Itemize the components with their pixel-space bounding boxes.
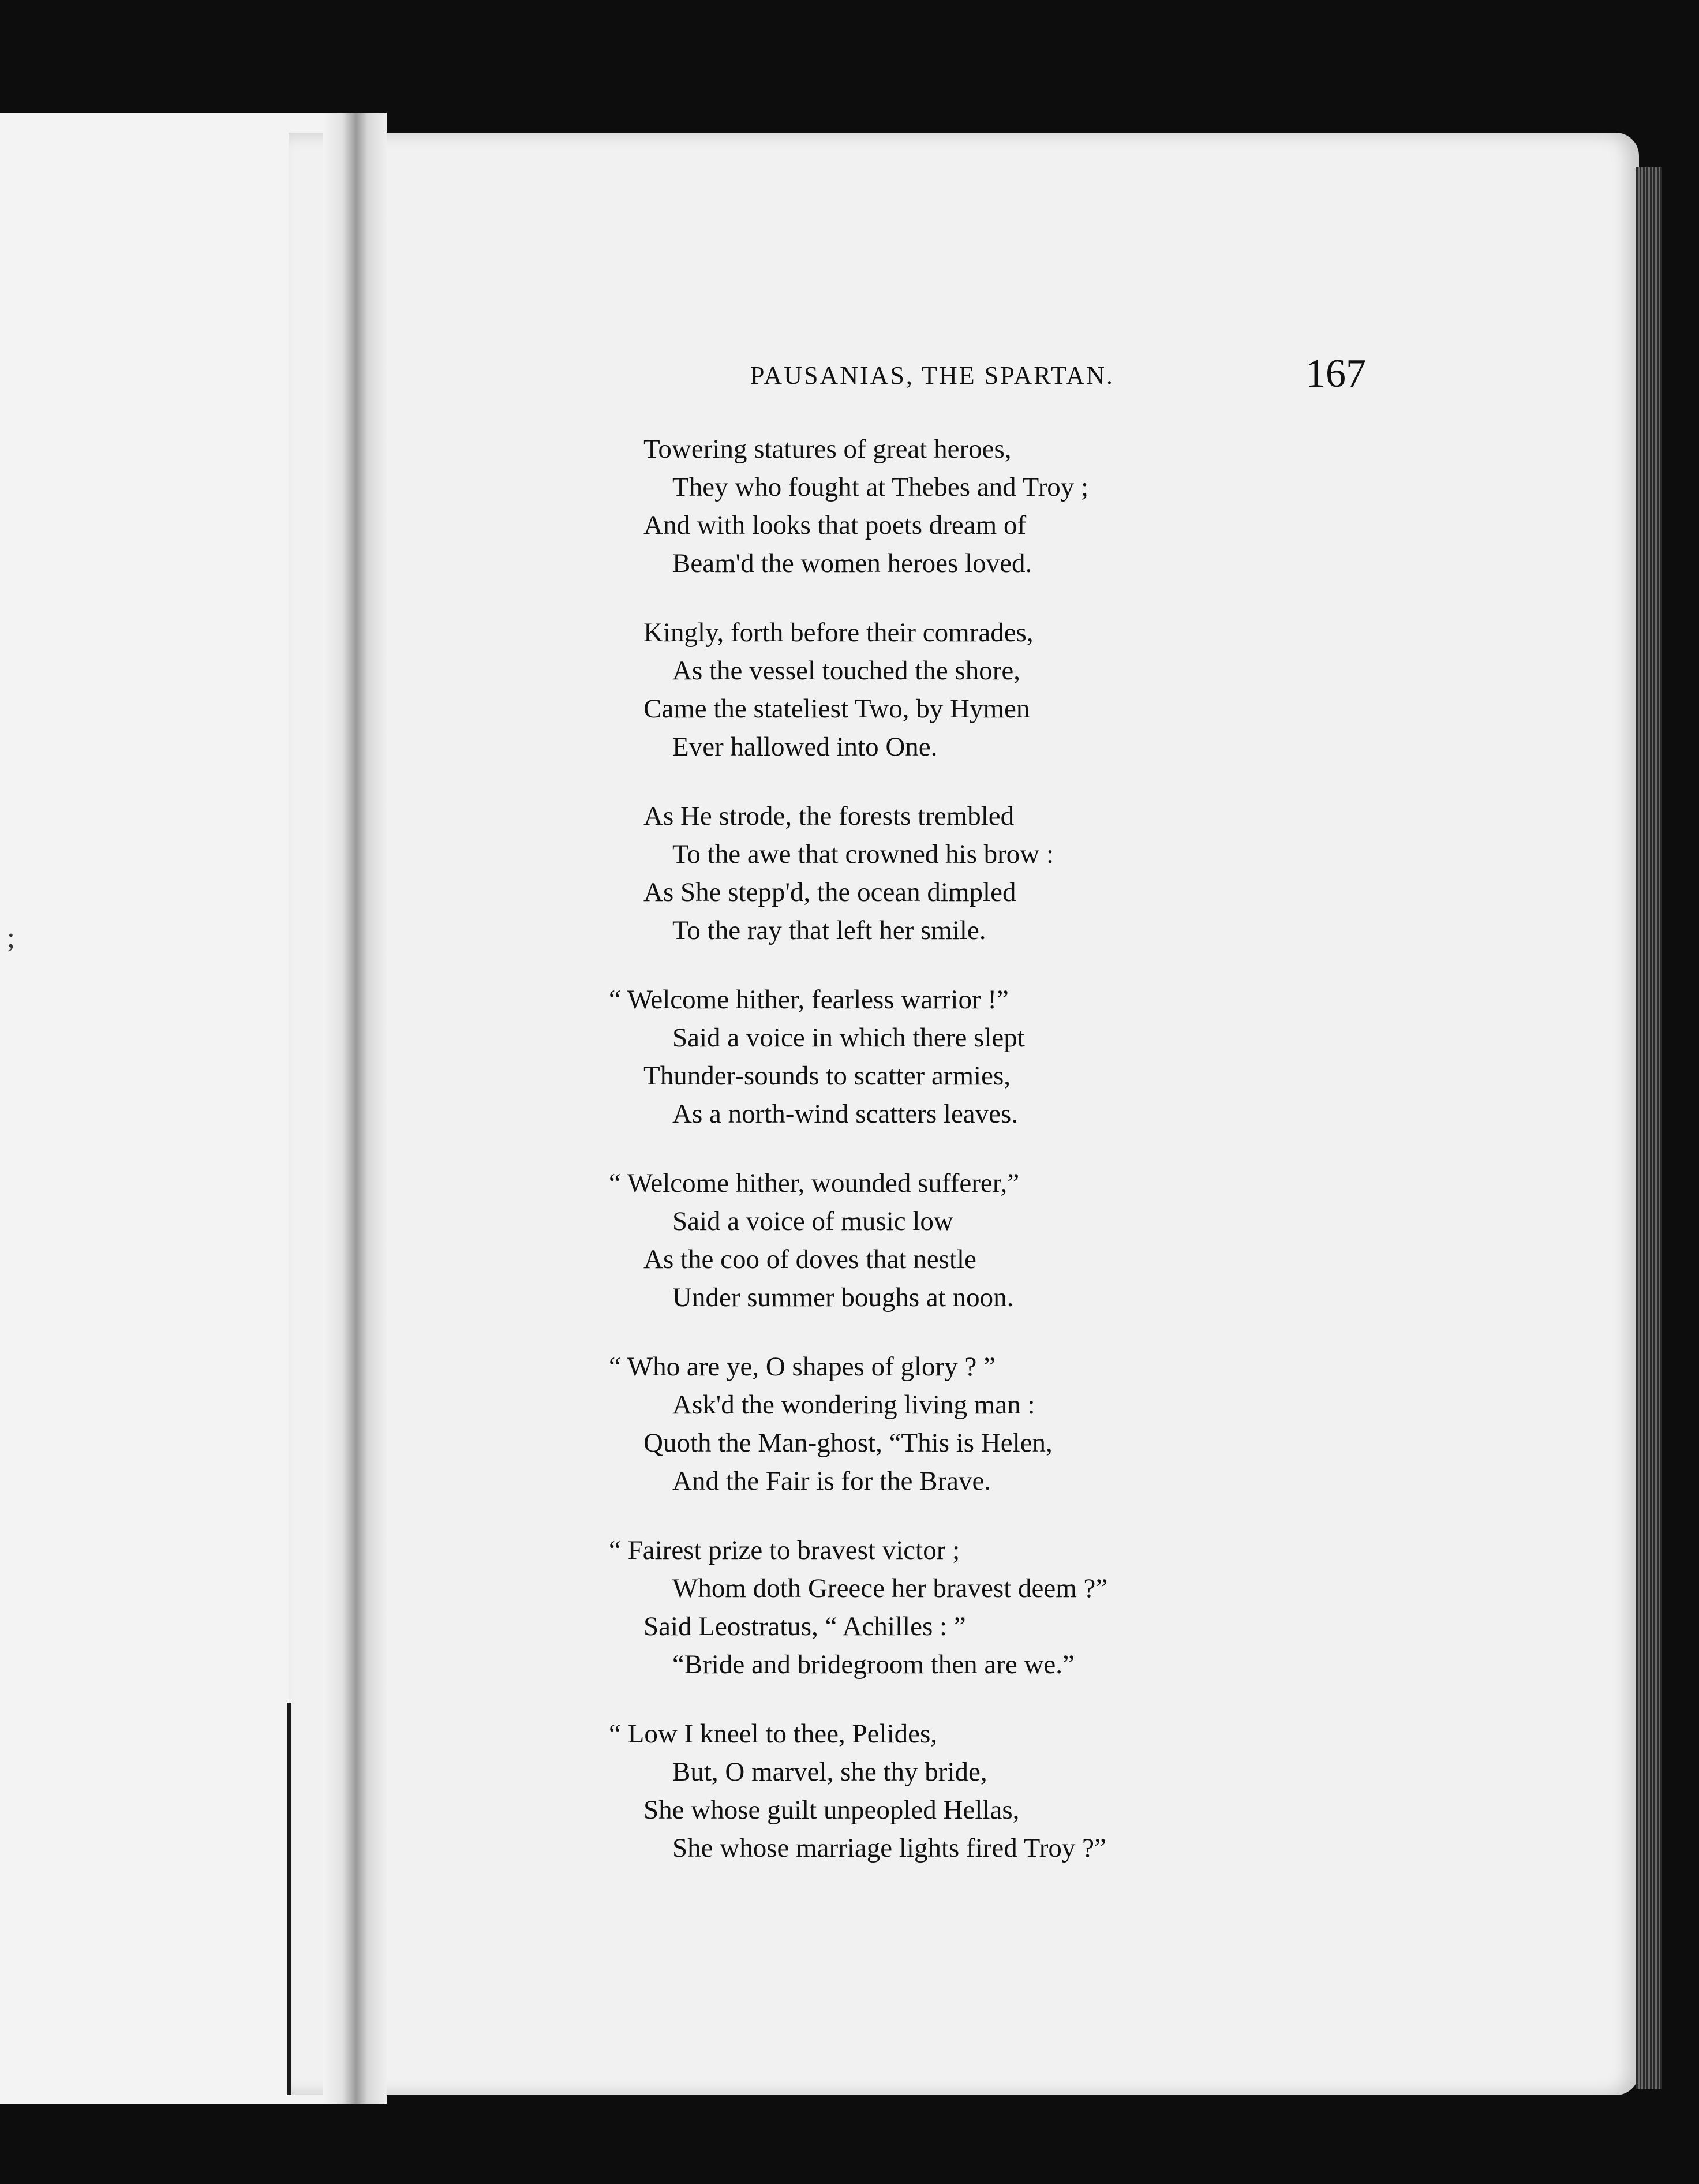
- verse-line: Beam'd the women heroes loved.: [672, 548, 1032, 578]
- binding-line: [287, 1703, 291, 2095]
- stanza: [609, 1531, 1249, 1684]
- verse-line: Said a voice in which there slept: [672, 1023, 1025, 1053]
- verse-line: Towering statures of great heroes,: [643, 434, 1012, 464]
- verse-line: “ Low I kneel to thee, Pelides,: [609, 1719, 938, 1749]
- verse-line: To the awe that crowned his brow :: [672, 839, 1054, 869]
- page-edge: [1636, 167, 1662, 2089]
- verse-line: Thunder-sounds to scatter armies,: [643, 1061, 1011, 1091]
- stanza: [643, 797, 1249, 949]
- verse-line: She whose guilt unpeopled Hellas,: [643, 1795, 1020, 1825]
- stanza: [609, 981, 1249, 1133]
- page-number: 167: [1305, 351, 1366, 396]
- verse-line: “ Welcome hither, fearless warrior !”: [609, 985, 1009, 1015]
- verse-line: She whose marriage lights fired Troy ?”: [672, 1833, 1106, 1863]
- verse-line: Under summer boughs at noon.: [672, 1282, 1014, 1312]
- verse-line: As He strode, the forests trembled: [643, 801, 1015, 831]
- verse-line: As the vessel touched the shore,: [672, 656, 1021, 686]
- margin-mark: ;: [7, 921, 15, 953]
- verse-line: Said a voice of music low: [672, 1206, 953, 1236]
- book-gutter: [323, 113, 387, 2104]
- verse-line: “ Fairest prize to bravest victor ;: [609, 1535, 960, 1565]
- verse-line: Ask'd the wondering living man :: [672, 1390, 1035, 1420]
- stanza: [609, 1348, 1249, 1500]
- verse-line: And with looks that poets dream of: [643, 510, 1027, 540]
- verse-line: They who fought at Thebes and Troy ;: [672, 472, 1089, 502]
- stanza: [643, 430, 1249, 582]
- verse-line: As the coo of doves that nestle: [643, 1244, 976, 1274]
- verse-line: Came the stateliest Two, by Hymen: [643, 694, 1030, 724]
- verse-line: As She stepp'd, the ocean dimpled: [643, 877, 1016, 907]
- verse-line: Whom doth Greece her bravest deem ?”: [672, 1573, 1108, 1603]
- verse-line: Said Leostratus, “ Achilles : ”: [643, 1611, 966, 1641]
- verse-line: “Bride and bridegroom then are we.”: [672, 1650, 1075, 1680]
- running-head: PAUSANIAS, THE SPARTAN.: [750, 361, 1114, 390]
- verse-line: To the ray that left her smile.: [672, 915, 986, 945]
- poem-body: [609, 430, 1249, 1898]
- verse-line: And the Fair is for the Brave.: [672, 1466, 991, 1496]
- verse-line: Ever hallowed into One.: [672, 732, 938, 762]
- stanza: [609, 1164, 1249, 1317]
- stanza: [609, 1715, 1249, 1867]
- verse-line: “ Who are ye, O shapes of glory ? ”: [609, 1352, 996, 1382]
- verse-line: Quoth the Man-ghost, “This is Helen,: [643, 1428, 1053, 1458]
- verse-line: As a north-wind scatters leaves.: [672, 1099, 1019, 1129]
- verse-line: Kingly, forth before their comrades,: [643, 618, 1034, 648]
- verse-line: “ Welcome hither, wounded sufferer,”: [609, 1168, 1020, 1198]
- verse-line: But, O marvel, she thy bride,: [672, 1757, 987, 1787]
- stanza: [643, 614, 1249, 766]
